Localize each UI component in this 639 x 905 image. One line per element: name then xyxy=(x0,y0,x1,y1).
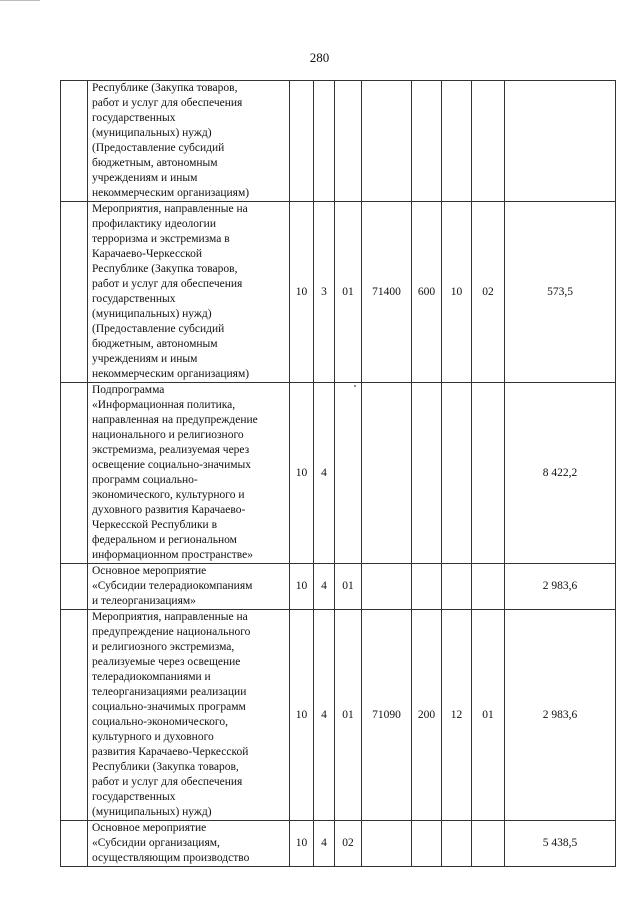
code-subsection: 4 xyxy=(314,564,335,610)
code-subsection: 4 xyxy=(314,821,335,867)
code-section-2: 12 xyxy=(442,610,472,821)
amount-cell: 2 983,6 xyxy=(505,564,616,610)
code-section-2 xyxy=(442,81,472,202)
row-index-cell xyxy=(61,821,88,867)
amount-cell: 573,5 xyxy=(505,202,616,383)
code-expense-type xyxy=(412,81,442,202)
scan-edge-mark xyxy=(0,0,40,5)
page-number: 280 xyxy=(309,50,330,65)
code-subsection-2 xyxy=(472,81,505,202)
table-row xyxy=(61,821,616,867)
amount-cell: 5 438,5 xyxy=(505,821,616,867)
code-subsection-2: 02 xyxy=(472,202,505,383)
code-section-2 xyxy=(442,383,472,564)
code-subsection-2 xyxy=(472,564,505,610)
code-expense-type xyxy=(412,383,442,564)
code-expense-type xyxy=(412,564,442,610)
row-name: Республике (Закупка товаров, работ и услуг для обеспечения государственных (муниципальных) нужд) (Предоставление субсидий бюджетным, автономным учреждениям и иным некоммерческим организациям) xyxy=(88,81,290,202)
table-row xyxy=(61,81,616,202)
code-program: 01 xyxy=(335,564,362,610)
amount-cell: 8 422,2 xyxy=(505,383,616,564)
code-section: 10 xyxy=(290,564,314,610)
code-expense-type xyxy=(412,821,442,867)
code-subsection xyxy=(314,81,335,202)
row-name: Основное мероприятие «Субсидии телерадиокомпаниям и телеорганизациям» xyxy=(88,564,290,610)
amount-cell: 2 983,6 xyxy=(505,610,616,821)
row-name: Мероприятия, направленные на профилактику идеологии терроризма и экстремизма в Карачаево-Черкесской Республике (Закупка товаров, работ и услуг для обеспечения государственных (муниципальных) нужд) (Предоставление субсидий бюджетным, автономным учреждениям и иным некоммерческим организациям) xyxy=(88,202,290,383)
row-index-cell xyxy=(61,564,88,610)
code-expense-type: 600 xyxy=(412,202,442,383)
code-program: 01 xyxy=(335,610,362,821)
code-section: 10 xyxy=(290,821,314,867)
code-program xyxy=(335,81,362,202)
row-name: Мероприятия, направленные на предупреждение национального и религиозного экстремизма, реализуемые через освещение телерадиокомпаниями и телеорганизациями реализации социально-значимых программ социально-экономического, культурного и духовного развития Карачаево-Черкесской Республики (Закупка товаров, работ и услуг для обеспечения государственных (муниципальных) нужд) xyxy=(88,610,290,821)
table-row xyxy=(61,564,616,610)
table-row xyxy=(61,202,616,383)
code-section-2 xyxy=(442,821,472,867)
code-direction xyxy=(362,564,412,610)
code-section-2: 10 xyxy=(442,202,472,383)
code-section: 10 xyxy=(290,383,314,564)
row-index-cell xyxy=(61,81,88,202)
code-section xyxy=(290,81,314,202)
code-direction: 71090 xyxy=(362,610,412,821)
row-index-cell xyxy=(61,383,88,564)
table-row xyxy=(61,383,616,564)
code-section: 10 xyxy=(290,610,314,821)
code-subsection-2: 01 xyxy=(472,610,505,821)
code-direction xyxy=(362,383,412,564)
code-program: 02 xyxy=(335,821,362,867)
amount-cell xyxy=(505,81,616,202)
code-section: 10 xyxy=(290,202,314,383)
row-index-cell xyxy=(61,202,88,383)
row-index-cell xyxy=(61,610,88,821)
code-program: 01 xyxy=(335,202,362,383)
code-subsection-2 xyxy=(472,383,505,564)
code-subsection: 4 xyxy=(314,383,335,564)
code-subsection: 3 xyxy=(314,202,335,383)
code-program xyxy=(335,383,362,564)
code-expense-type: 200 xyxy=(412,610,442,821)
budget-table xyxy=(60,80,616,867)
code-direction: 71400 xyxy=(362,202,412,383)
code-direction xyxy=(362,821,412,867)
code-subsection-2 xyxy=(472,821,505,867)
code-direction xyxy=(362,81,412,202)
code-subsection: 4 xyxy=(314,610,335,821)
table-row xyxy=(61,610,616,821)
row-name: Основное мероприятие «Субсидии организациям, осуществляющим производство xyxy=(88,821,290,867)
row-name: Подпрограмма «Информационная политика, направленная на предупреждение национального и религиозного экстремизма, реализуемая через освещение социально-значимых программ социально- экономического, культурного и духовного развития Карачаево- Черкесской Республики в федеральном и региональном информационном пространстве» xyxy=(88,383,290,564)
code-section-2 xyxy=(442,564,472,610)
